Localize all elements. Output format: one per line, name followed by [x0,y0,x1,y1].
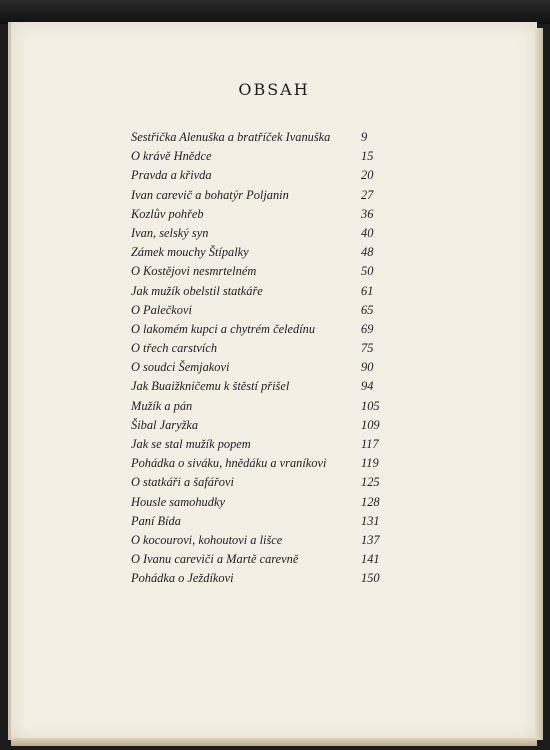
toc-entry-title: Pravda a křivda [131,168,212,183]
page-edge-right [535,28,543,740]
toc-entry-page-number: 50 [361,264,374,279]
toc-entry [131,128,391,147]
toc-entry-title: Ivan, selský syn [131,225,209,240]
toc-entry [131,358,391,377]
toc-entry-title: O třech carstvích [131,341,218,356]
toc-entry-title: Šibal Jaryžka [131,417,199,432]
toc-entry [131,282,391,301]
toc-entry-page-number: 105 [361,398,380,413]
toc-entry-page-number: 61 [361,283,374,298]
toc-entry-title: Kozlův pohřeb [131,206,204,221]
toc-entry [131,243,391,262]
toc-entry [131,224,391,243]
toc-entry [131,473,391,492]
toc-entry-page-number: 36 [361,206,374,221]
scan-background-top [0,0,550,24]
toc-entry-title: Mužík a pán [131,398,193,413]
toc-entry [131,493,391,512]
toc-entry-page-number: 27 [361,187,374,202]
toc-entry-page-number: 9 [361,130,368,144]
toc-entry [131,435,391,454]
toc-entry [131,377,391,396]
toc-entry-title: Housle samohudky [131,494,225,509]
toc-entry-title: O Palečkovi [131,302,192,317]
toc-entry [131,166,391,185]
toc-entry-page-number: 15 [361,149,374,164]
page-heading: OBSAH [238,80,310,99]
toc-entry [131,186,391,205]
toc-entry [131,339,391,358]
toc-entry-title: O soudci Šemjakovi [131,360,230,375]
toc-entry-page-number: 125 [361,475,380,490]
toc-entry-title: Sestřička Alenuška a bratříček Ivanuška [131,130,331,144]
toc-entry [131,262,391,281]
toc-entry [131,531,391,550]
toc-entry-page-number: 117 [361,437,379,451]
toc-entry-page-number: 48 [361,245,374,260]
toc-entry-title: Pohádka o Ježdíkovi [131,571,234,586]
toc-entry-title: O Ivanu careviči a Martě carevně [131,552,299,567]
toc-entry-title: O krávě Hnědce [131,149,212,164]
toc-entry-page-number: 141 [361,552,380,567]
toc-entry-title: Jak Buaižkničemu k štěstí přišel [131,379,290,394]
toc-entry-title: O lakomém kupci a chytrém čeledínu [131,321,316,336]
toc-entry [131,205,391,224]
toc-entry-page-number: 40 [361,225,374,240]
toc-entry [131,454,391,473]
toc-entry [131,512,391,531]
toc-entry-page-number: 137 [361,532,380,547]
toc-entry-page-number: 94 [361,379,374,394]
toc-entry-page-number: 90 [361,360,374,375]
toc-entry-title: Pohádka o siváku, hnědáku a vraníkovi [131,456,327,471]
table-of-contents [131,128,391,589]
toc-entry-page-number: 128 [361,494,380,509]
toc-entry-page-number: 109 [361,417,380,432]
toc-entry [131,397,391,416]
toc-entry-page-number: 20 [361,168,374,183]
toc-entry-page-number: 69 [361,321,374,336]
toc-entry-title: Ivan carevič a bohatýr Poljanin [131,187,289,202]
toc-entry [131,320,391,339]
toc-entry-title: Jak mužík obelstil statkáře [131,283,263,298]
toc-entry [131,416,391,435]
toc-entry-title: Paní Bída [131,513,181,528]
toc-entry-page-number: 65 [361,302,374,317]
toc-entry [131,147,391,166]
toc-entry-title: O statkáři a šafářovi [131,475,234,490]
toc-entry-title: O kocourovi, kohoutovi a lišce [131,532,283,547]
toc-entry-page-number: 150 [361,571,380,586]
toc-entry-page-number: 119 [361,456,379,471]
toc-entry [131,301,391,320]
toc-entry-title: Jak se stal mužík popem [131,437,251,451]
toc-entry [131,550,391,569]
toc-entry-title: O Kostějovi nesmrtelném [131,264,257,279]
toc-entry-page-number: 75 [361,341,374,356]
book-page [8,22,537,740]
toc-entry [131,569,391,588]
toc-entry-page-number: 131 [361,513,380,528]
page-edge-bottom [11,738,537,746]
toc-entry-title: Zámek mouchy Štípalky [131,245,249,260]
